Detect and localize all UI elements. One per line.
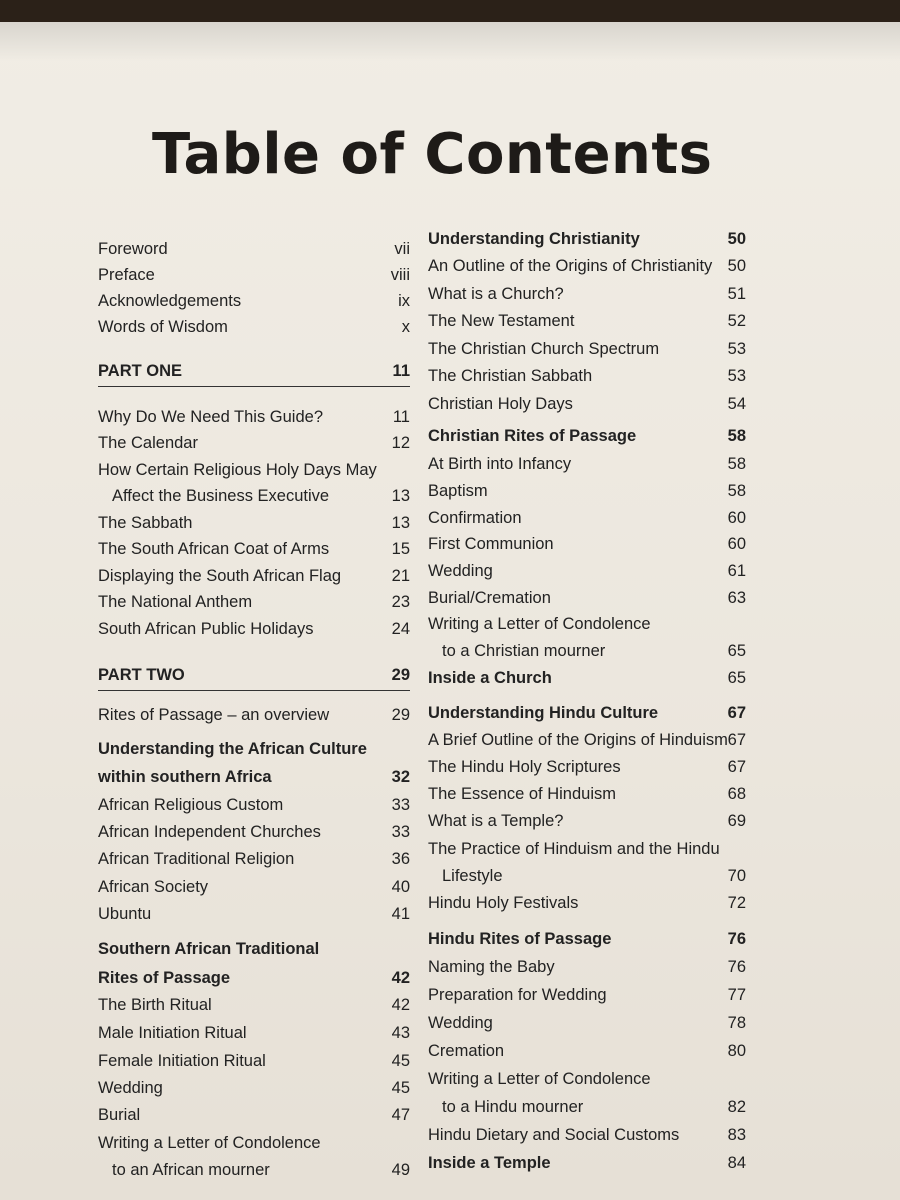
toc-entry-label: African Religious Custom	[98, 796, 284, 814]
toc-entry-page: 77	[727, 986, 746, 1004]
toc-entry-page: 58	[727, 455, 746, 473]
toc-entry	[98, 432, 410, 454]
toc-entry	[98, 591, 410, 613]
section-heading-hindu-rites: Hindu Rites of Passage 76	[428, 930, 746, 948]
toc-entry-label: Words of Wisdom	[98, 318, 228, 336]
toc-entry	[428, 283, 746, 305]
toc-entry	[98, 1104, 410, 1126]
toc-entry	[428, 480, 746, 502]
toc-entry-page: 54	[727, 395, 746, 413]
toc-entry-label: South African Public Holidays	[98, 620, 314, 638]
toc-entry-label: How Certain Religious Holy Days May	[98, 461, 377, 479]
toc-entry-label: African Independent Churches	[98, 823, 321, 841]
toc-entry	[428, 453, 746, 475]
toc-entry	[428, 640, 746, 662]
toc-entry-label: Hindu Dietary and Social Customs	[428, 1126, 680, 1144]
toc-entry-page: 45	[391, 1079, 410, 1097]
toc-entry	[98, 903, 410, 925]
toc-entry	[98, 794, 410, 816]
toc-entry-label: Displaying the South African Flag	[98, 567, 342, 585]
toc-entry-label: Why Do We Need This Guide?	[98, 408, 323, 426]
toc-entry	[98, 821, 410, 843]
toc-entry-label: First Communion	[428, 535, 554, 553]
toc-entry-label: Foreword	[98, 240, 168, 258]
toc-entry	[428, 1040, 746, 1062]
toc-entry-label: Hindu Holy Festivals	[428, 894, 579, 912]
toc-entry	[98, 406, 410, 428]
toc-entry-page: 33	[391, 796, 410, 814]
toc-entry-page: 43	[391, 1024, 410, 1042]
toc-entry	[428, 533, 746, 555]
toc-entry-label: Rites of Passage – an overview	[98, 706, 330, 724]
toc-entry-page: 76	[727, 958, 746, 976]
toc-entry	[428, 892, 746, 914]
toc-entry-page: 60	[727, 509, 746, 527]
toc-entry-label: An Outline of the Origins of Christianity	[428, 257, 713, 275]
toc-entry-label: The Sabbath	[98, 514, 193, 532]
toc-entry	[428, 338, 746, 360]
toc-entry-label: The South African Coat of Arms	[98, 540, 330, 558]
toc-entry	[428, 613, 746, 635]
toc-entry	[428, 1068, 746, 1090]
toc-entry-label: to an African mourner	[112, 1161, 270, 1179]
toc-entry-label: Christian Holy Days	[428, 395, 573, 413]
section-heading-southern-rites: Southern African Traditional	[98, 940, 320, 958]
toc-entry-page: 24	[391, 620, 410, 638]
toc-entry-label: to a Christian mourner	[442, 642, 606, 660]
toc-entry-page: 53	[727, 367, 746, 385]
toc-entry-page: 50	[727, 257, 746, 275]
toc-entry	[428, 507, 746, 529]
toc-entry-label: African Traditional Religion	[98, 850, 295, 868]
toc-entry	[98, 316, 410, 338]
toc-entry	[98, 1050, 410, 1072]
toc-entry	[98, 848, 410, 870]
toc-entry	[428, 1096, 746, 1118]
toc-entry-label: The Essence of Hinduism	[428, 785, 617, 803]
toc-entry	[428, 984, 746, 1006]
toc-entry	[428, 956, 746, 978]
section-heading-inside-church: Inside a Church 65	[428, 669, 746, 687]
toc-entry-page: 80	[727, 1042, 746, 1060]
toc-entry-label: The Calendar	[98, 434, 198, 452]
toc-entry-label: Writing a Letter of Condolence	[428, 615, 651, 633]
toc-entry-page: 68	[727, 785, 746, 803]
toc-entry	[98, 512, 410, 534]
toc-entry	[98, 994, 410, 1016]
toc-entry-label: Affect the Business Executive	[112, 487, 330, 505]
toc-entry-label: The Hindu Holy Scriptures	[428, 758, 621, 776]
toc-entry-page: 53	[727, 340, 746, 358]
page-title: Table of Contents	[152, 122, 713, 187]
toc-entry	[98, 876, 410, 898]
section-heading-christian-rites: Christian Rites of Passage 58	[428, 427, 746, 445]
toc-entry-page: 13	[391, 487, 410, 505]
toc-entry-label: African Society	[98, 878, 209, 896]
toc-entry	[428, 587, 746, 609]
toc-entry-page: 21	[391, 567, 410, 585]
toc-entry-label: Preface	[98, 266, 155, 284]
toc-entry	[98, 704, 410, 726]
toc-entry-page: 52	[727, 312, 746, 330]
toc-entry-page: 63	[727, 589, 746, 607]
toc-entry	[428, 783, 746, 805]
toc-entry-page: 11	[392, 408, 410, 426]
toc-entry-page: 23	[391, 593, 410, 611]
toc-entry-page: 65	[727, 642, 746, 660]
toc-entry-page: viii	[390, 266, 410, 284]
toc-entry	[98, 1132, 410, 1154]
toc-entry	[428, 865, 746, 887]
toc-entry-label: Preparation for Wedding	[428, 986, 607, 1004]
toc-entry-page: vii	[394, 240, 410, 258]
toc-entry-page: 78	[727, 1014, 746, 1032]
toc-entry	[428, 560, 746, 582]
toc-entry	[428, 365, 746, 387]
toc-entry-label: Cremation	[428, 1042, 505, 1060]
toc-entry-page: x	[401, 318, 410, 336]
toc-entry-label: The Birth Ritual	[98, 996, 212, 1014]
toc-entry-page: 29	[391, 706, 410, 724]
section-heading-hindu-culture: Understanding Hindu Culture 67	[428, 704, 746, 722]
toc-entry-label: Acknowledgements	[98, 292, 242, 310]
section-heading-christianity: Understanding Christianity 50	[428, 230, 746, 248]
toc-entry-page: 36	[391, 850, 410, 868]
toc-entry-label: Female Initiation Ritual	[98, 1052, 266, 1070]
toc-entry-page: 61	[727, 562, 746, 580]
toc-entry-page: 13	[391, 514, 410, 532]
toc-entry	[98, 565, 410, 587]
toc-entry	[98, 459, 410, 481]
toc-entry-page: 60	[727, 535, 746, 553]
toc-entry	[98, 238, 410, 260]
toc-entry	[98, 618, 410, 640]
section-heading-african-culture: Understanding the African Culture	[98, 740, 367, 758]
part-one-heading: PART ONE 11	[98, 360, 410, 387]
toc-entry-label: Male Initiation Ritual	[98, 1024, 247, 1042]
toc-entry-label: The Practice of Hinduism and the Hindu	[428, 840, 720, 858]
toc-entry-label: Baptism	[428, 482, 488, 500]
toc-entry-page: 58	[727, 482, 746, 500]
toc-entry-page: 40	[391, 878, 410, 896]
toc-entry-page: 15	[391, 540, 410, 558]
toc-entry	[98, 264, 410, 286]
toc-entry-label: Wedding	[428, 1014, 493, 1032]
toc-entry-label: Wedding	[428, 562, 493, 580]
toc-entry	[98, 290, 410, 312]
toc-entry-page: 41	[391, 905, 410, 923]
toc-entry	[428, 393, 746, 415]
toc-entry	[428, 729, 746, 751]
toc-entry-page: 70	[727, 867, 746, 885]
toc-entry	[428, 255, 746, 277]
toc-entry	[428, 1124, 746, 1146]
toc-entry-page: 67	[727, 731, 746, 749]
toc-entry	[98, 1022, 410, 1044]
toc-entry-label: Lifestyle	[442, 867, 503, 885]
toc-entry-page: 33	[391, 823, 410, 841]
toc-entry-page: 72	[727, 894, 746, 912]
toc-entry-label: Confirmation	[428, 509, 522, 527]
toc-entry-label: The Christian Church Spectrum	[428, 340, 660, 358]
toc-entry-label: Ubuntu	[98, 905, 152, 923]
toc-entry-label: What is a Church?	[428, 285, 564, 303]
toc-entry-label: The National Anthem	[98, 593, 253, 611]
toc-entry-label: Naming the Baby	[428, 958, 555, 976]
section-heading-african-culture-cont: within southern Africa 32	[98, 768, 410, 786]
toc-entry	[428, 810, 746, 832]
toc-entry	[428, 838, 746, 860]
toc-entry-label: What is a Temple?	[428, 812, 564, 830]
part-two-heading: PART TWO 29	[98, 664, 410, 691]
toc-entry-label: to a Hindu mourner	[442, 1098, 584, 1116]
toc-entry	[98, 485, 410, 507]
toc-entry-page: 83	[727, 1126, 746, 1144]
toc-entry-page: ix	[398, 292, 410, 310]
toc-entry-page: 82	[727, 1098, 746, 1116]
toc-entry	[98, 538, 410, 560]
toc-entry	[428, 756, 746, 778]
toc-entry-label: Burial/Cremation	[428, 589, 551, 607]
toc-entry-label: At Birth into Infancy	[428, 455, 572, 473]
toc-entry-label: Burial	[98, 1106, 141, 1124]
toc-entry	[428, 310, 746, 332]
toc-entry	[98, 1077, 410, 1099]
toc-entry-page: 51	[727, 285, 746, 303]
toc-entry	[428, 1012, 746, 1034]
toc-entry-label: The New Testament	[428, 312, 575, 330]
toc-entry-page: 45	[391, 1052, 410, 1070]
section-heading-inside-temple: Inside a Temple 84	[428, 1154, 746, 1172]
toc-entry-label: Writing a Letter of Condolence	[428, 1070, 651, 1088]
toc-entry-page: 12	[391, 434, 410, 452]
toc-entry-label: The Christian Sabbath	[428, 367, 593, 385]
toc-entry-page: 42	[391, 996, 410, 1014]
toc-entry-page: 49	[391, 1161, 410, 1179]
toc-entry-label: Writing a Letter of Condolence	[98, 1134, 321, 1152]
toc-entry-page: 67	[727, 758, 746, 776]
book-page	[0, 22, 900, 1200]
section-heading-southern-rites-cont: Rites of Passage 42	[98, 969, 410, 987]
toc-entry-page: 47	[391, 1106, 410, 1124]
toc-entry-page: 69	[727, 812, 746, 830]
toc-entry-label: A Brief Outline of the Origins of Hinduism	[428, 731, 728, 749]
toc-entry	[98, 1159, 410, 1181]
toc-entry-label: Wedding	[98, 1079, 163, 1097]
